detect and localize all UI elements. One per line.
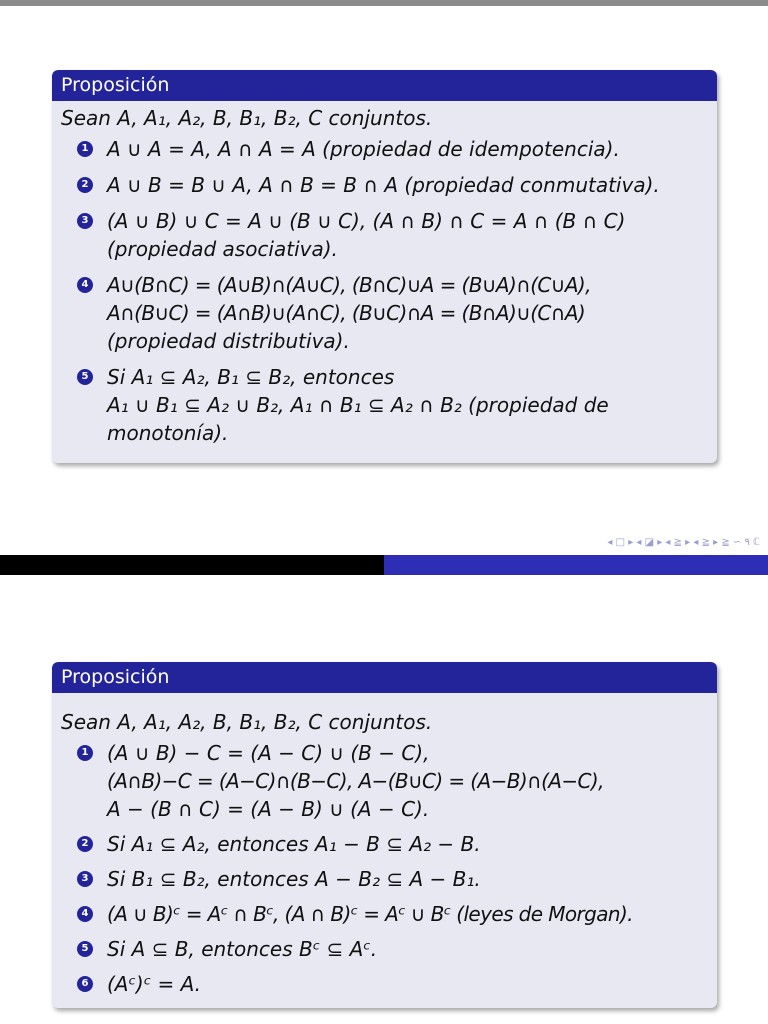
item-line: monotonía). (107, 421, 229, 445)
number-bullet-icon: 1 (77, 745, 93, 761)
item-line: (A ∪ B)ᶜ = Aᶜ ∩ Bᶜ, (A ∩ B)ᶜ = Aᶜ ∪ Bᶜ (leyes de Morgan). (107, 902, 633, 926)
item-line: (A∩B)−C = (A−C)∩(B−C), A−(B∪C) = (A−B)∩(A−C), (107, 769, 604, 793)
slide-1 (0, 6, 768, 548)
list-item (61, 135, 709, 163)
item-line: (Aᶜ)ᶜ = A. (107, 972, 201, 996)
proposition-block-1 (52, 70, 717, 463)
list-item (61, 363, 709, 447)
list-item (61, 207, 709, 263)
divider-bar-right (384, 555, 768, 575)
number-bullet-icon: 4 (77, 277, 93, 293)
list-item (61, 970, 709, 998)
item-line: Si A₁ ⊆ A₂, entonces A₁ − B ⊆ A₂ − B. (107, 832, 481, 856)
item-line: (propiedad distributiva). (107, 329, 350, 353)
item-line: Si A₁ ⊆ A₂, B₁ ⊆ B₂, entonces (107, 365, 395, 389)
slide-2 (0, 578, 768, 1024)
item-line: (propiedad asociativa). (107, 237, 338, 261)
item-line: Si A ⊆ B, entonces Bᶜ ⊆ Aᶜ. (107, 937, 378, 961)
list-item (61, 935, 709, 963)
number-bullet-icon: 3 (77, 871, 93, 887)
number-bullet-icon: 2 (77, 177, 93, 193)
item-line: (A ∪ B) ∪ C = A ∪ (B ∪ C), (A ∩ B) ∩ C = A ∩ (B ∩ C) (107, 209, 626, 233)
list-item (61, 171, 709, 199)
list-item (61, 739, 709, 823)
number-bullet-icon: 2 (77, 836, 93, 852)
proposition-list (61, 739, 709, 998)
item-line: Si B₁ ⊆ B₂, entonces A − B₂ ⊆ A − B₁. (107, 867, 481, 891)
block-intro: Sean A, A₁, A₂, B, B₁, B₂, C conjuntos. (61, 710, 433, 734)
item-line: A∩(B∪C) = (A∩B)∪(A∩C), (B∪C)∩A = (B∩A)∪(C∩A) (107, 301, 586, 325)
item-line: A₁ ∪ B₁ ⊆ A₂ ∪ B₂, A₁ ∩ B₁ ⊆ A₂ ∩ B₂ (propiedad de (107, 393, 609, 417)
block-body (52, 101, 717, 447)
block-intro: Sean A, A₁, A₂, B, B₁, B₂, C conjuntos. (61, 106, 433, 130)
item-line: A∪(B∩C) = (A∪B)∩(A∪C), (B∩C)∪A = (B∪A)∩(C∪A), (107, 273, 591, 297)
proposition-list (61, 135, 709, 447)
item-line: (A ∪ B) − C = (A − C) ∪ (B − C), (107, 741, 430, 765)
number-bullet-icon: 5 (77, 369, 93, 385)
number-bullet-icon: 6 (77, 976, 93, 992)
number-bullet-icon: 5 (77, 941, 93, 957)
block-title: Proposición (52, 70, 717, 101)
number-bullet-icon: 1 (77, 141, 93, 157)
divider-bar-left (0, 555, 384, 575)
list-item (61, 830, 709, 858)
item-line: A ∪ A = A, A ∩ A = A (propiedad de idempotencia). (107, 137, 620, 161)
list-item (61, 271, 709, 355)
list-item (61, 865, 709, 893)
item-line: A ∪ B = B ∪ A, A ∩ B = B ∩ A (propiedad conmutativa). (107, 173, 660, 197)
number-bullet-icon: 4 (77, 906, 93, 922)
block-title: Proposición (52, 662, 717, 693)
proposition-block-2 (52, 662, 717, 1008)
number-bullet-icon: 3 (77, 213, 93, 229)
block-body (52, 693, 717, 998)
item-line: A − (B ∩ C) = (A − B) ∪ (A − C). (107, 797, 430, 821)
list-item (61, 900, 709, 928)
beamer-navigation-icons[interactable]: ◂ □ ▸ ◂ ◪ ▸ ◂ ≧ ▸ ◂ ≧ ▸ ≧ ∽ ٩ ℂ (607, 537, 760, 548)
